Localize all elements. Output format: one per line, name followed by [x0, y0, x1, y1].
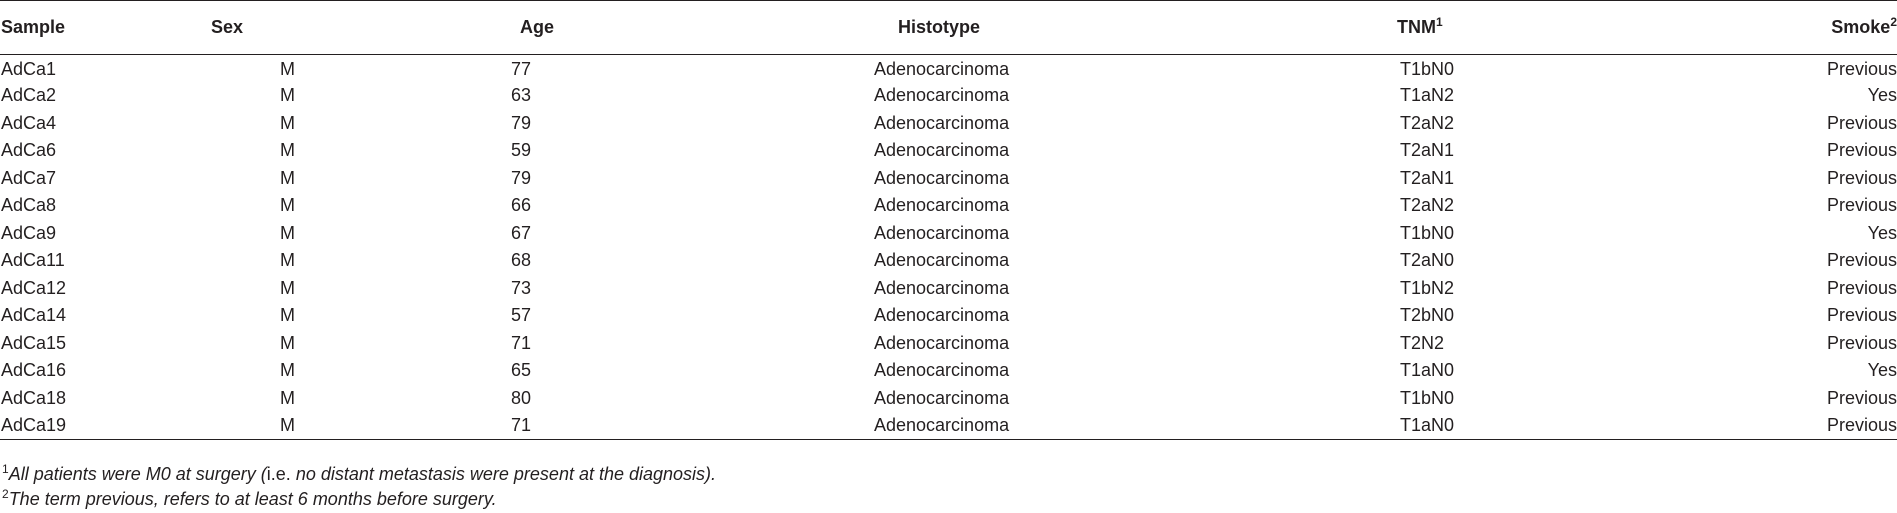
cell-histotype: Adenocarcinoma [874, 277, 1010, 298]
cell-age: 79 [511, 167, 532, 188]
cell-histotype: Adenocarcinoma [874, 85, 1010, 106]
cell-sex: M [280, 387, 295, 408]
cell-age: 68 [511, 250, 532, 271]
cell-sex: M [280, 195, 295, 216]
cell-sample: AdCa16 [1, 360, 67, 381]
cell-tnm: T2aN1 [1400, 167, 1455, 188]
cell-sex: M [280, 360, 295, 381]
cell-age: 59 [511, 140, 532, 161]
header-row [0, 1, 1897, 55]
cell-tnm: T2N2 [1400, 332, 1445, 353]
table-body [0, 55, 1897, 440]
table-row [0, 302, 1897, 330]
table-row [0, 220, 1897, 248]
cell-smoke: Previous [1826, 59, 1897, 79]
cell-sex: M [280, 332, 295, 353]
cell-sample: AdCa19 [0, 412, 211, 440]
cell-age: 57 [511, 305, 532, 326]
cell-tnm: T1bN0 [1400, 59, 1455, 79]
cell-histotype: Adenocarcinoma [874, 195, 1010, 216]
cell-age: 67 [511, 222, 532, 243]
cell-smoke: Previous [1826, 387, 1897, 408]
cell-sex: M [280, 167, 295, 188]
cell-sex: M [280, 59, 295, 79]
table-row [0, 165, 1897, 193]
cell-tnm: T2aN0 [1400, 250, 1455, 271]
cell-age: 66 [511, 195, 532, 216]
cell-sex: M [280, 250, 295, 271]
cell-smoke: Previous [1826, 195, 1897, 216]
table-row [0, 55, 1897, 83]
cell-sample: AdCa8 [1, 195, 57, 216]
cell-smoke: Yes [1867, 360, 1897, 381]
cell-sample: AdCa4 [1, 112, 57, 133]
cell-sample: AdCa6 [1, 140, 57, 161]
cell-histotype: Adenocarcinoma [874, 167, 1010, 188]
table-row [0, 385, 1897, 413]
table-row [0, 110, 1897, 138]
cell-age: 65 [511, 360, 532, 381]
footnote-1: $^1$All patients were M0 at surgery (i.e. no distant metastasis were present at the diagnosis). [2, 462, 717, 484]
cell-smoke: Previous [1826, 250, 1897, 271]
cell-sample: AdCa15 [1, 332, 67, 353]
cell-smoke: Yes [1867, 222, 1897, 243]
cell-sample: AdCa18 [1, 387, 67, 408]
cell-histotype: Adenocarcinoma [874, 222, 1010, 243]
cell-sample: AdCa2 [1, 85, 57, 106]
cell-tnm: T1aN0 [1238, 412, 1727, 440]
table-row [0, 192, 1897, 220]
footnote-marker-1: 1 [1436, 15, 1443, 29]
cell-tnm: T1bN0 [1400, 387, 1455, 408]
cell-smoke: Previous [1727, 412, 1897, 440]
cell-age: 71 [511, 332, 532, 353]
cell-smoke: Previous [1826, 332, 1897, 353]
cell-smoke: Yes [1867, 85, 1897, 106]
cell-tnm: T2bN0 [1400, 305, 1455, 326]
table-row [0, 82, 1897, 110]
header-age: Age [411, 1, 730, 55]
cell-histotype: Adenocarcinoma [874, 305, 1010, 326]
cell-sex: M [280, 140, 295, 161]
table-row [0, 330, 1897, 358]
cell-tnm: T1bN2 [1400, 277, 1455, 298]
cell-sample: AdCa14 [1, 305, 67, 326]
table-header [0, 1, 1897, 55]
cell-sex: M [211, 412, 411, 440]
cell-tnm: T1aN0 [1400, 360, 1455, 381]
cell-smoke: Previous [1826, 305, 1897, 326]
cell-age: 79 [511, 112, 532, 133]
cell-histotype: Adenocarcinoma [874, 112, 1010, 133]
header-tnm: TNM$^1$ [1238, 1, 1727, 55]
header-smoke: Smoke$^2$ [1727, 1, 1897, 55]
cell-sample: AdCa11 [1, 250, 65, 271]
cell-age: 63 [511, 85, 532, 106]
table-row [0, 137, 1897, 165]
cell-sex: M [280, 112, 295, 133]
footnote-2: $^2$The term previous, refers to at least 6 months before surgery. [2, 487, 497, 509]
cell-sample: AdCa12 [1, 277, 67, 298]
table-row [0, 412, 1897, 440]
cell-sample: AdCa1 [1, 59, 57, 79]
cell-sex: M [280, 222, 295, 243]
cell-tnm: T1bN0 [1400, 222, 1455, 243]
cell-histotype: Adenocarcinoma [874, 387, 1010, 408]
cell-smoke: Previous [1826, 167, 1897, 188]
table-row [0, 275, 1897, 303]
cell-sample: AdCa7 [1, 167, 57, 188]
cell-sample: AdCa9 [1, 222, 57, 243]
cell-tnm: T2aN2 [1400, 112, 1455, 133]
table-row [0, 247, 1897, 275]
cell-histotype: Adenocarcinoma [874, 360, 1010, 381]
cell-histotype: Adenocarcinoma [874, 140, 1010, 161]
cell-sex: M [280, 277, 295, 298]
cell-smoke: Previous [1826, 140, 1897, 161]
cell-histotype: Adenocarcinoma [874, 332, 1010, 353]
cell-smoke: Previous [1826, 277, 1897, 298]
header-histotype: Histotype [730, 1, 1238, 55]
cell-age: 73 [511, 277, 532, 298]
cell-tnm: T2aN1 [1400, 140, 1455, 161]
cell-age: 71 [411, 412, 730, 440]
cell-age: 80 [511, 387, 532, 408]
cell-histotype: Adenocarcinoma [874, 59, 1010, 79]
cell-sex: M [280, 85, 295, 106]
header-sample: Sample [0, 1, 211, 55]
cell-sex: M [280, 305, 295, 326]
cell-age: 77 [511, 59, 532, 79]
table-row [0, 357, 1897, 385]
cell-smoke: Previous [1826, 112, 1897, 133]
footnote-marker-2: 2 [1890, 15, 1897, 29]
cell-histotype: Adenocarcinoma [874, 250, 1010, 271]
cell-histotype: Adenocarcinoma [730, 412, 1238, 440]
cell-tnm: T1aN2 [1400, 85, 1455, 106]
cell-tnm: T2aN2 [1400, 195, 1455, 216]
header-sex: Sex [211, 1, 411, 55]
footnotes [2, 462, 716, 512]
